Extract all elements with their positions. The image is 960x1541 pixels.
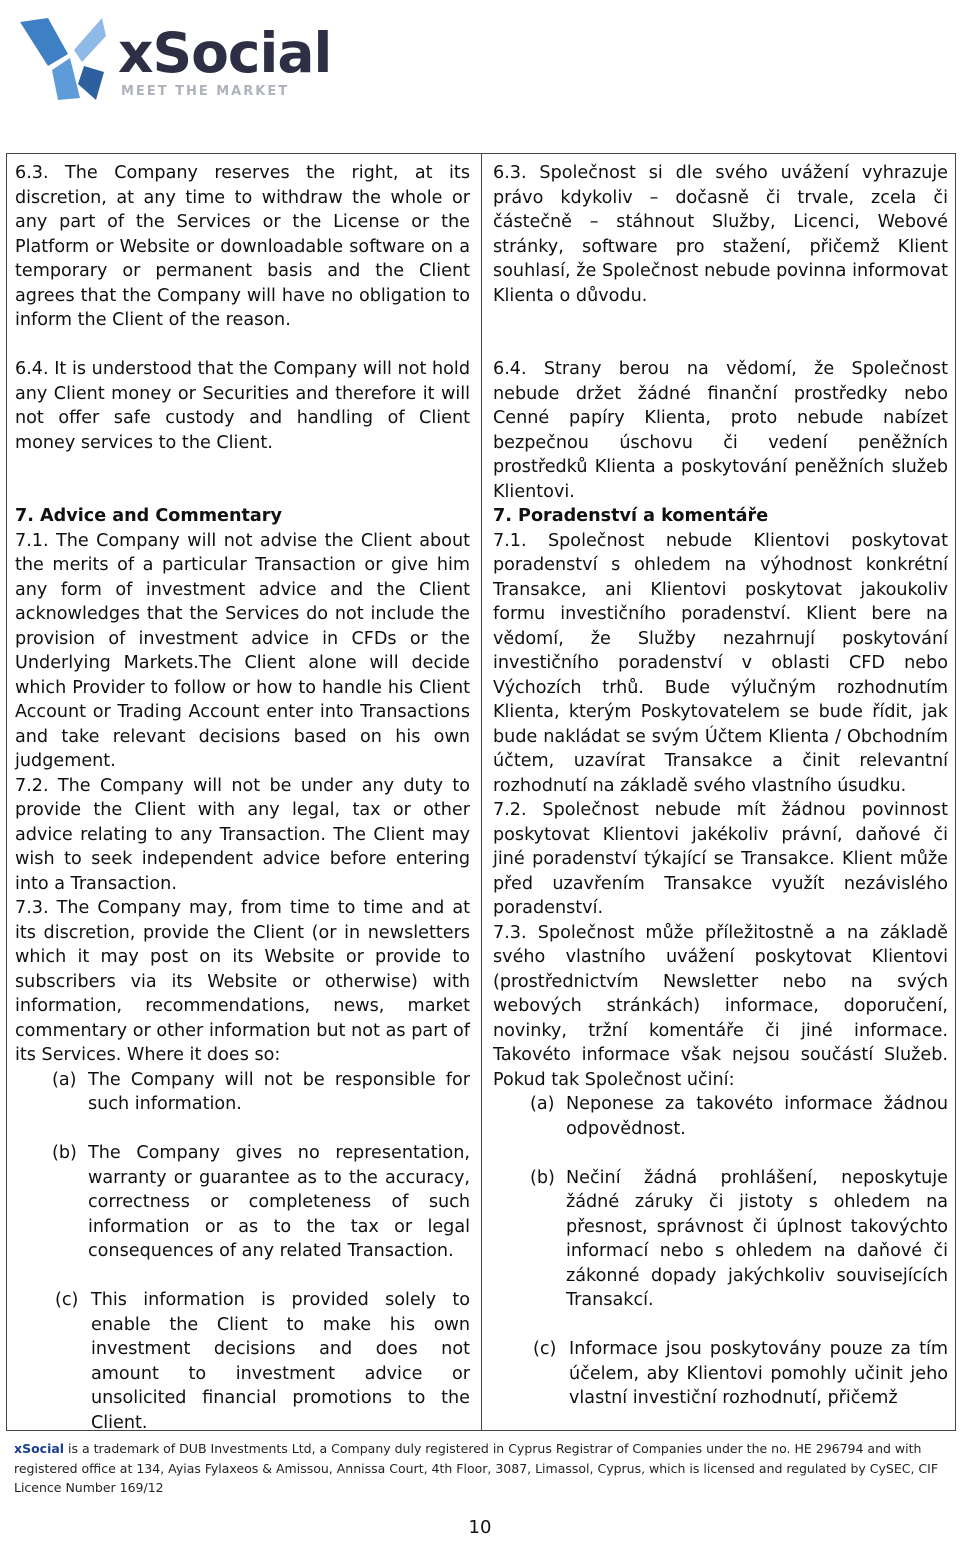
clause-7-3-b-en xyxy=(15,1141,470,1264)
clause-7-3-cz: 7.3. Společnost může příležitostně a na základě svého vlastního uvážení poskytovat Klientovi (prostřednictvím Newsletter nebo na svých webových stránkách) informace, doporučení, novinky, tržní komentáře či jiné informace. Takovéto informace však nejsou součástí Služeb. Pokud tak Společnost učiní: xyxy=(493,922,948,1090)
item-marker: (a) xyxy=(530,1094,555,1114)
clause-7-3-a-en xyxy=(15,1068,470,1117)
xsocial-logo-mark-icon xyxy=(18,14,108,104)
clause-7-1-en: 7.1. The Company will not advise the Client about the merits of a particular Transaction or give him any form of investment advice and the Client acknowledges that the Services do not include the provision of investment advice in CFDs or the Underlying Markets.The Client alone will decide which Provider to follow or how to handle his Client Account or Trading Account enter into Transactions and take relevant decisions based on his own judgement. xyxy=(15,530,470,771)
item-text: This information is provided solely to enable the Client to make his own investment decisions and does not amount to investment advice or unsolicited financial promotions to the Client. xyxy=(91,1290,470,1433)
page-number: 10 xyxy=(468,1517,492,1538)
section-7-heading-cz: 7. Poradenství a komentáře xyxy=(493,506,769,526)
column-divider xyxy=(481,154,482,1430)
clause-7-3-c-en xyxy=(15,1288,470,1435)
clause-7-3-a-cz xyxy=(493,1092,948,1141)
clause-6-3-cz: 6.3. Společnost si dle svého uvážení vyhrazuje právo kdykoliv – dočasně či trvale, zcela či částečně – stáhnout Služby, Licenci, Webové stránky, software pro stažení, přičemž Klient souhlasí, že Společnost nebude povinna informovat Klienta o důvodu. xyxy=(493,163,948,306)
section-7-heading-en: 7. Advice and Commentary xyxy=(15,506,282,526)
clause-7-3-b-cz xyxy=(493,1166,948,1313)
clause-7-2-en: 7.2. The Company will not be under any duty to provide the Client with any legal, tax or other advice relating to any Transaction. The Client may wish to seek independent advice before entering into a Transaction. xyxy=(15,775,470,894)
xsocial-logo xyxy=(18,14,358,104)
clause-6-3-en: 6.3. The Company reserves the right, at its discretion, at any time to withdraw the whole or any part of the Services or the License or the Platform or Website or downloadable software on a temporary or permanent basis and the Client agrees that the Company will have no obligation to inform the Client of the reason. xyxy=(15,163,470,330)
clause-7-2-cz: 7.2. Společnost nebude mít žádnou povinnost poskytovat Klientovi jakékoliv právní, daňové či jiné poradenství týkající se Transakce. Klient může před uzavřením Transakce využít nezávislého poradenství. xyxy=(493,800,948,918)
footer-brand: xSocial xyxy=(14,1441,65,1456)
czech-column xyxy=(493,161,948,1411)
clause-7-3-en: 7.3. The Company may, from time to time and at its discretion, provide the Client (or in newsletters which it may post on its Website or provide to subscribers via its Website or otherwise) with information, recommendations, news, market commentary or other information but not as part of its Services. Where it does so: xyxy=(15,898,470,1065)
item-marker: (b) xyxy=(52,1143,77,1163)
item-marker: (c) xyxy=(533,1339,557,1359)
item-text: Informace jsou poskytovány pouze za tím účelem, aby Klientovi pomohly učinit jeho vlastní investiční rozhodnutí, přičemž xyxy=(569,1339,948,1408)
english-column xyxy=(15,161,470,1435)
footer-legal-notice xyxy=(14,1439,944,1498)
clause-6-4-cz: 6.4. Strany berou na vědomí, že Společnost nebude držet žádné finanční prostředky nebo Cenné papíry Klienta, proto nebude nabízet bezpečnou úschovu či vedení peněžních prostředků Klienta a poskytování peněžních služeb Klientovi. xyxy=(493,359,948,502)
item-marker: (c) xyxy=(55,1290,79,1310)
clause-7-1-cz: 7.1. Společnost nebude Klientovi poskytovat poradenství s ohledem na výhodnost konkrétní Transakce, ani Klientovi poskytovat jakoukoliv formu investičního poradenství. Klient bere na vědomí, že Služby nezahrnují poskytování investičního poradenství v oblasti CFD nebo Výchozích trhů. Bude výlučným rozhodnutím Klienta, kterým Poskytovatelem se bude řídit, jak bude nakládat se svým Účtem Klienta / Obchodním účtem, uzavírat Transakce a činit relevantní rozhodnutí na základě svého vlastního úsudku. xyxy=(493,530,948,796)
item-text: Nečiní žádná prohlášení, neposkytuje žádné záruky či jistoty s ohledem na přesnost, správnost či úplnost takovýchto informací nebo s ohledem na daňové či zákonné dopady jakýchkoliv souvisejících Transakcí. xyxy=(566,1167,948,1310)
clause-6-4-en: 6.4. It is understood that the Company will not hold any Client money or Securities and therefore it will not offer safe custody and handling of Client money services to the Client. xyxy=(15,359,470,453)
item-text: The Company will not be responsible for such information. xyxy=(88,1069,470,1114)
item-text: Neponese za takovéto informace žádnou odpovědnost. xyxy=(566,1094,948,1139)
item-marker: (b) xyxy=(530,1167,555,1188)
clause-7-3-c-cz xyxy=(493,1337,948,1411)
brand-name: xSocial xyxy=(118,21,332,85)
bilingual-terms-table xyxy=(6,153,956,1431)
item-marker: (a) xyxy=(52,1069,77,1090)
brand-tagline: MEET THE MARKET xyxy=(121,84,290,99)
item-text: The Company gives no representation, warranty or guarantee as to the accuracy, correctness or completeness of such information or as to the tax or legal consequences of any related Transaction. xyxy=(88,1143,470,1261)
footer-text: is a trademark of DUB Investments Ltd, a Company duly registered in Cyprus Registrar of Companies under the no. HE 296794 and with registered office at 134, Ayias Fylaxeos & Amissou, Annissa Court, 4th Floor, 3087, Limassol, Cyprus, which is licensed and regulated by CySEC, CIF Licence Number 169/12 xyxy=(14,1441,939,1495)
